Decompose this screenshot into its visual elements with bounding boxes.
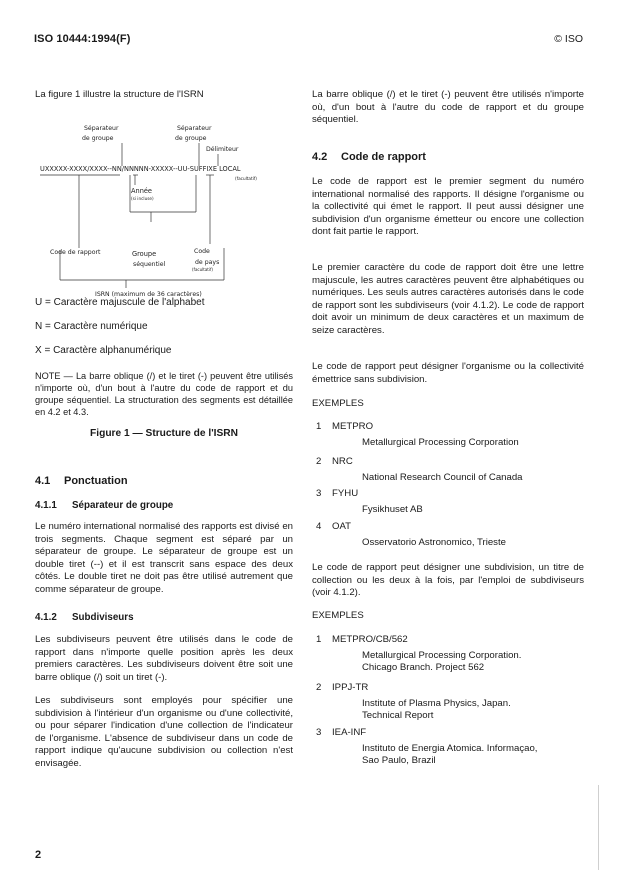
report-code-label: Code de rapport (50, 249, 101, 256)
example-number: 3 (316, 488, 322, 499)
seq-group-label-2: séquentiel (133, 261, 166, 268)
section-heading-4-1-2 (35, 612, 293, 625)
sep1-label-1: Séparateur (84, 125, 119, 132)
delimiter-label: Délimiteur (206, 146, 239, 153)
example-code: IEA-INF (332, 727, 367, 738)
example-description-line-2: Sao Paulo, Brazil (362, 755, 436, 766)
example-item (312, 521, 592, 547)
year-note: (si incluse) (131, 196, 154, 201)
isrn-total-label: ISRN (maximum de 36 caractères) (95, 291, 202, 298)
section-heading-4-2 (312, 151, 584, 164)
copyright-mark: © ISO (554, 33, 583, 45)
example-description-line-2: Technical Report (362, 710, 434, 721)
isrn-pattern: UXXXXX-XXXX/XXXX--NN/NNNNN-XXXXX--UU-SUFFIXE LOCAL (40, 165, 241, 173)
example-description: National Research Council of Canada (362, 472, 523, 483)
section-title: Séparateur de groupe (72, 500, 174, 511)
example-number: 2 (316, 456, 322, 467)
example-description-line-1: Metallurgical Processing Corporation. (362, 650, 522, 661)
example-number: 2 (316, 682, 322, 693)
example-code: IPPJ-TR (332, 682, 369, 693)
example-item (312, 421, 592, 447)
section-heading-4-1 (35, 475, 293, 488)
paragraph-report-code-1: Le code de rapport est le premier segment du numéro international normalisé des rapports. Il désigne l'organisme ou la collectivité qui émet le rapport. Il peut aussi désigner une subdivision d'un organisme émetteur ou encore une collection dont fait partie le rapport. (312, 176, 584, 238)
example-item (312, 727, 592, 767)
country-code-label-1: Code (194, 248, 210, 255)
example-description: Metallurgical Processing Corporation (362, 437, 519, 448)
example-description: Fysikhuset AB (362, 504, 423, 515)
example-item (312, 488, 592, 514)
section-number: 4.2 (312, 151, 328, 163)
example-code: OAT (332, 521, 352, 532)
sep2-label-1: Séparateur (177, 125, 212, 132)
seq-group-label-1: Groupe (132, 250, 157, 258)
example-description-line-1: Institute of Plasma Physics, Japan. (362, 698, 511, 709)
figure-intro: La figure 1 illustre la structure de l'ISRN (35, 89, 204, 100)
example-number: 3 (316, 727, 322, 738)
page-number: 2 (35, 849, 42, 861)
slash-dash-paragraph: La barre oblique (/) et le tiret (-) peuvent être utilisés n'importe où, d'un bout à l'autre du code de rapport et du groupe séquentiel. (312, 89, 584, 126)
sep2-label-2: de groupe (175, 135, 207, 142)
example-description-line-2: Chicago Branch. Project 562 (362, 662, 485, 673)
paragraph-report-code-3: Le code de rapport peut désigner l'organisme ou la collectivité émettrice sans subdivision. (312, 361, 584, 385)
paragraph-group-separator: Le numéro international normalisé des rapports est divisé en trois segments. Chaque segment est séparé par un séparateur de groupe. Le séparateur de groupe est un double tiret (--) et il est transcrit sans espace des deux côtés. Le double tiret ne doit pas être utilisé autrement que comme séparateur de groupe. (35, 521, 293, 595)
examples-label-1: EXEMPLES (312, 398, 364, 409)
paragraph-subdividers-1: Les subdiviseurs peuvent être utilisés dans le code de rapport dans n'importe quelle position après les deux premiers caractères. Les subdiviseurs doivent être soit une barre oblique (/) soit un tiret (-). (35, 634, 293, 683)
country-code-note: (facultatif) (192, 267, 213, 272)
figure-caption: Figure 1 — Structure de l'ISRN (90, 428, 238, 439)
year-label: Année (131, 187, 152, 195)
example-number: 1 (316, 421, 322, 432)
legend-u: U = Caractère majuscule de l'alphabet (35, 297, 205, 308)
section-title: Code de rapport (341, 151, 426, 163)
examples-label-2: EXEMPLES (312, 610, 364, 621)
example-description-line-1: Instituto de Energia Atomica. Informaçao, (362, 743, 538, 754)
example-number: 1 (316, 634, 322, 645)
isrn-structure-diagram (20, 110, 290, 300)
suffix-optional-note: (facultatif) (235, 176, 257, 181)
paragraph-report-code-2: Le premier caractère du code de rapport doit être une lettre majuscule, les autres caractères peuvent être alphabétiques ou numériques. Les seuls autres caractères autorisés dans le code de rapport sont les subdiviseurs (voir 4.1.2). Le code de rapport doit avoir un minimum de deux caractères et un maximum de seize caractères. (312, 262, 584, 336)
example-item (312, 634, 592, 674)
example-item (312, 682, 592, 722)
example-code: NRC (332, 456, 353, 467)
example-number: 4 (316, 521, 322, 532)
paragraph-report-code-4: Le code de rapport peut désigner une subdivision, un titre de collection ou les deux à la fois, par l'emploi de subdiviseurs (voir 4.1.2). (312, 562, 584, 599)
section-title: Subdiviseurs (72, 612, 134, 623)
example-code: METPRO (332, 421, 374, 432)
sep1-label-2: de groupe (82, 135, 114, 142)
country-code-label-2: de pays (195, 259, 220, 266)
section-number: 4.1.2 (35, 612, 57, 623)
example-code: METPRO/CB/562 (332, 634, 408, 645)
document-id: ISO 10444:1994(F) (34, 33, 131, 45)
example-code: FYHU (332, 488, 359, 499)
example-item (312, 456, 592, 482)
example-description: Osservatorio Astronomico, Trieste (362, 537, 506, 548)
section-title: Ponctuation (64, 475, 128, 487)
legend-n: N = Caractère numérique (35, 321, 148, 332)
paragraph-subdividers-2: Les subdiviseurs sont employés pour spécifier une subdivision à l'intérieur d'un organisme ou d'une collectivité, ou pour séparer l'indication d'une collection de l'indicateur de l'organisme. L'absence de subdiviseur dans un code de rapport indique qu'aucune subdivision ou collection n'est envisagée. (35, 695, 293, 769)
scan-edge-mark (598, 785, 599, 870)
legend-x: X = Caractère alphanumérique (35, 345, 172, 356)
figure-note: NOTE — La barre oblique (/) et le tiret (-) peuvent être utilisés n'importe où, d'un bout à l'autre du code de rapport et du groupe séquentiel. La structuration des segments est détaillée en 4.2 et 4.3. (35, 371, 293, 417)
section-number: 4.1 (35, 475, 51, 487)
section-number: 4.1.1 (35, 500, 57, 511)
section-heading-4-1-1 (35, 500, 293, 513)
